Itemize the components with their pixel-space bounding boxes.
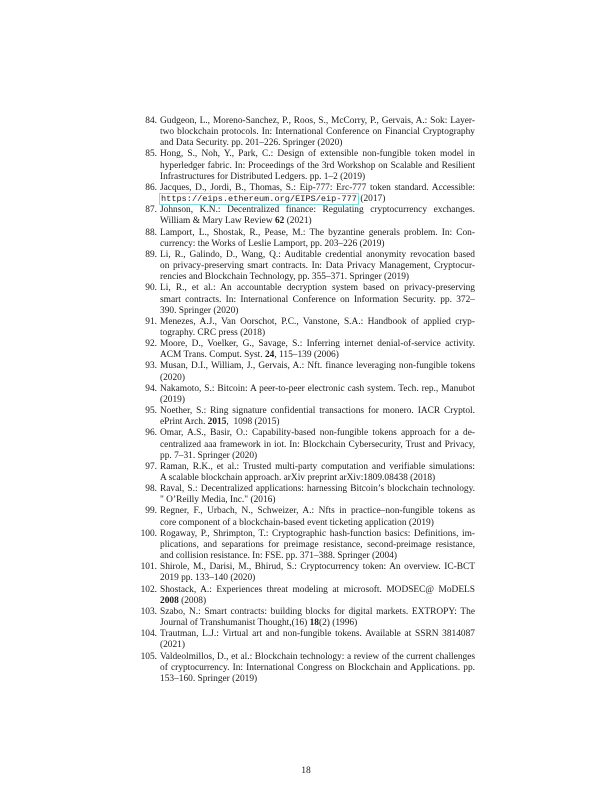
page-number: 18	[301, 765, 311, 776]
reference-line	[160, 428, 475, 439]
reference-item	[136, 585, 475, 607]
reference-text: Valdeolmillos, D., et al.: Blockchain technology: a review of the current challenges	[160, 651, 475, 662]
reference-item	[136, 428, 475, 461]
reference-text: William & Mary Law Review	[160, 216, 275, 227]
reference-line	[160, 306, 475, 317]
reference-number: 95.	[145, 406, 157, 417]
reference-line	[160, 551, 475, 562]
reference-number: 93.	[145, 361, 157, 372]
reference-text: currency: the Works of Leslie Lamport, pp. 203–226 (2019)	[160, 238, 385, 249]
reference-line	[160, 663, 475, 674]
reference-line	[160, 127, 475, 138]
reference-text: , 115–139 (2006)	[274, 350, 339, 361]
reference-volume-bold: 2015	[207, 417, 227, 428]
reference-line	[160, 116, 475, 127]
reference-line	[160, 529, 475, 540]
reference-text: and Data Security. pp. 201–226. Springer (2020)	[160, 138, 343, 149]
reference-line	[160, 417, 475, 428]
reference-item	[136, 629, 475, 651]
reference-line	[160, 328, 475, 339]
reference-text: Jacques, D., Jordi, B., Thomas, S.: Eip-777: Erc-777 token standard. Accessible:	[160, 182, 475, 193]
reference-text: Hong, S., Noh, Y., Park, C.: Design of extensible non-fungible token model in	[160, 149, 475, 160]
reference-item	[136, 339, 475, 361]
reference-text: and collision resistance. In: FSE. pp. 371–388. Springer (2004)	[160, 551, 397, 562]
reference-line	[160, 373, 475, 384]
reference-item	[136, 384, 475, 406]
reference-item	[136, 484, 475, 506]
reference-line	[160, 562, 475, 573]
reference-line	[160, 138, 475, 149]
reference-url-link[interactable]: https://eips.ethereum.org/EIPS/eip-777	[161, 194, 357, 205]
reference-line	[160, 261, 475, 272]
reference-line	[160, 361, 475, 372]
reference-text: ePrint Arch.	[160, 417, 208, 428]
reference-text: Szabo, N.: Smart contracts: building blocks for digital markets. EXTROPY: The	[160, 606, 475, 617]
reference-text: Nakamoto, S.: Bitcoin: A peer-to-peer electronic cash system. Tech. rep., Manubot	[160, 383, 475, 394]
reference-line	[160, 518, 475, 529]
reference-item	[136, 562, 475, 584]
reference-text: Omar, A.S., Basir, O.: Capability-based non-fungible tokens approach for a de-	[160, 428, 475, 439]
reference-number: 105.	[140, 651, 157, 662]
reference-text: , 1098 (2015)	[226, 417, 280, 428]
reference-number: 97.	[145, 461, 157, 472]
reference-item	[136, 529, 475, 562]
reference-number: 99.	[145, 506, 157, 517]
reference-text: Lamport, L., Shostak, R., Pease, M.: The byzantine generals problem. In: Con-	[160, 227, 475, 238]
reference-text: 2019 pp. 133–140 (2020)	[160, 573, 256, 584]
reference-line	[160, 149, 475, 160]
reference-text: (2021)	[284, 216, 312, 227]
reference-number: 96.	[145, 428, 157, 439]
reference-text: Shostack, A.: Experiences threat modeling at microsoft. MODSEC@ MoDELS	[160, 584, 475, 595]
reference-volume-bold: 24	[264, 350, 275, 361]
reference-text: centralized aaa framework in iot. In: Blockchain Cybersecurity, Trust and Privacy,	[160, 439, 475, 450]
reference-number: 104.	[140, 629, 157, 640]
reference-text: Shirole, M., Darisi, M., Bhirud, S.: Cryptocurrency token: An overview. IC-BCT	[160, 562, 475, 573]
reference-item	[136, 462, 475, 484]
reference-line	[160, 161, 475, 172]
reference-text: hyperledger fabric. In: Proceedings of the 3rd Workshop on Scalable and Resilient	[160, 160, 475, 171]
reference-list	[136, 116, 475, 685]
reference-number: 92.	[145, 339, 157, 350]
reference-text: Johnson, K.N.: Decentralized finance: Regulating cryptocurrency exchanges.	[160, 205, 475, 216]
reference-text: Raman, R.K., et al.: Trusted multi-party computation and verifiable simulations:	[160, 461, 475, 472]
reference-text: " O’Reilly Media, Inc." (2016)	[160, 495, 276, 506]
reference-item	[136, 317, 475, 339]
reference-line	[160, 451, 475, 462]
reference-line	[160, 250, 475, 261]
reference-line	[160, 495, 475, 506]
reference-number: 84.	[145, 116, 157, 126]
reference-number: 91.	[145, 316, 157, 327]
reference-line	[160, 317, 475, 328]
reference-line	[160, 384, 475, 395]
reference-text: (2020)	[160, 372, 185, 383]
reference-text: ACM Trans. Comput. Syst.	[160, 350, 265, 361]
reference-text: on privacy-preserving smart contracts. In: Data Privacy Management, Cryptocur-	[160, 261, 475, 272]
reference-item	[136, 250, 475, 283]
reference-text: (2017)	[357, 194, 386, 205]
reference-text: Li, R., et al.: An accountable decryption system based on privacy-preserving	[160, 283, 475, 294]
reference-text: A scalable blockchain approach. arXiv preprint arXiv:1809.08438 (2018)	[160, 473, 436, 483]
reference-text: Infrastructures for Distributed Ledgers. pp. 1–2 (2019)	[160, 171, 366, 182]
reference-line	[160, 674, 475, 685]
reference-line	[160, 183, 475, 194]
reference-text: Li, R., Galindo, D., Wang, Q.: Auditable credential anonymity revocation based	[160, 249, 475, 260]
reference-text: Moore, D., Voelker, G., Savage, S.: Inferring internet denial-of-service activity.	[160, 339, 475, 350]
reference-line	[160, 339, 475, 350]
reference-number: 94.	[145, 383, 157, 394]
reference-item	[136, 116, 475, 149]
reference-text: Noether, S.: Ring signature confidential transactions for monero. IACR Cryptol.	[160, 406, 475, 417]
reference-number: 101.	[140, 562, 157, 573]
reference-line	[160, 629, 475, 640]
reference-text: 153–160. Springer (2019)	[160, 673, 258, 684]
reference-text: Menezes, A.J., Van Oorschot, P.C., Vanstone, S.A.: Handbook of applied cryp-	[160, 316, 475, 327]
reference-item	[136, 652, 475, 685]
reference-number: 85.	[145, 149, 157, 160]
reference-text: two blockchain protocols. In: International Conference on Financial Cryptography	[160, 127, 475, 138]
reference-text: 390. Springer (2020)	[160, 305, 239, 316]
reference-text: rencies and Blockchain Technology, pp. 355–371. Springer (2019)	[160, 272, 410, 283]
reference-item	[136, 361, 475, 383]
reference-number: 103.	[140, 606, 157, 617]
reference-item	[136, 506, 475, 528]
reference-line	[160, 652, 475, 663]
reference-text: Trautman, L.J.: Virtual art and non-fungible tokens. Available at SSRN 3814087	[160, 629, 475, 640]
reference-line	[160, 194, 475, 205]
reference-number: 102.	[140, 584, 157, 595]
reference-item	[136, 205, 475, 227]
reference-text: plications, and separations for preimage resistance, second-preimage resistance,	[160, 539, 475, 550]
reference-item	[136, 228, 475, 250]
reference-line	[160, 640, 475, 651]
reference-line	[160, 395, 475, 406]
reference-line	[160, 506, 475, 517]
reference-volume-bold: 62	[274, 216, 285, 227]
reference-text: (2) (1996)	[318, 618, 358, 629]
reference-text: of cryptocurrency. In: International Congress on Blockchain and Applications. pp.	[160, 662, 475, 673]
reference-line	[160, 596, 475, 607]
reference-text: Musan, D.I., William, J., Gervais, A.: Nft. finance leveraging non-fungible tokens	[160, 361, 475, 372]
reference-text: (2021)	[160, 640, 185, 651]
reference-number: 98.	[145, 484, 157, 495]
reference-number: 87.	[145, 205, 157, 216]
reference-line	[160, 239, 475, 250]
reference-item	[136, 183, 475, 205]
reference-line	[160, 272, 475, 283]
reference-line	[160, 462, 475, 473]
reference-text: (2008)	[178, 595, 207, 606]
reference-text: Gudgeon, L., Moreno-Sanchez, P., Roos, S., McCorry, P., Gervais, A.: Sok: Layer-	[160, 116, 475, 126]
reference-item	[136, 607, 475, 629]
reference-line	[160, 440, 475, 451]
reference-number: 89.	[145, 249, 157, 260]
reference-number: 88.	[145, 227, 157, 238]
reference-text: core component of a blockchain-based event ticketing application (2019)	[160, 517, 434, 528]
reference-number: 100.	[140, 528, 157, 539]
reference-line	[160, 573, 475, 584]
reference-line	[160, 406, 475, 417]
reference-text: Journal of Transhumanist Thought,(16)	[160, 618, 310, 629]
reference-text: Regner, F., Urbach, N., Schweizer, A.: Nfts in practice–non-fungible tokens as	[160, 506, 475, 517]
reference-text: Raval, S.: Decentralized applications: harnessing Bitcoin’s blockchain technology.	[160, 484, 475, 495]
reference-line	[160, 585, 475, 596]
reference-number: 90.	[145, 283, 157, 294]
reference-line	[160, 618, 475, 629]
reference-volume-bold: 2008	[160, 595, 179, 606]
reference-line	[160, 607, 475, 618]
reference-volume-bold: 18	[309, 618, 319, 629]
reference-line	[160, 216, 475, 227]
reference-line	[160, 350, 475, 361]
reference-item	[136, 149, 475, 182]
reference-item	[136, 283, 475, 316]
reference-line	[160, 205, 475, 216]
reference-text: Rogaway, P., Shrimpton, T.: Cryptographic hash-function basics: Definitions, im-	[160, 528, 475, 539]
reference-text: smart contracts. In: International Conference on Information Security. pp. 372–	[160, 294, 475, 305]
reference-line	[160, 473, 475, 484]
reference-item	[136, 406, 475, 428]
reference-line	[160, 295, 475, 306]
reference-line	[160, 484, 475, 495]
reference-line	[160, 540, 475, 551]
reference-text: (2019)	[160, 394, 185, 405]
reference-line	[160, 283, 475, 294]
reference-text: pp. 7–31. Springer (2020)	[160, 450, 258, 461]
reference-text: tography. CRC press (2018)	[160, 327, 266, 338]
reference-line	[160, 172, 475, 183]
reference-line	[160, 228, 475, 239]
reference-number: 86.	[145, 182, 157, 193]
